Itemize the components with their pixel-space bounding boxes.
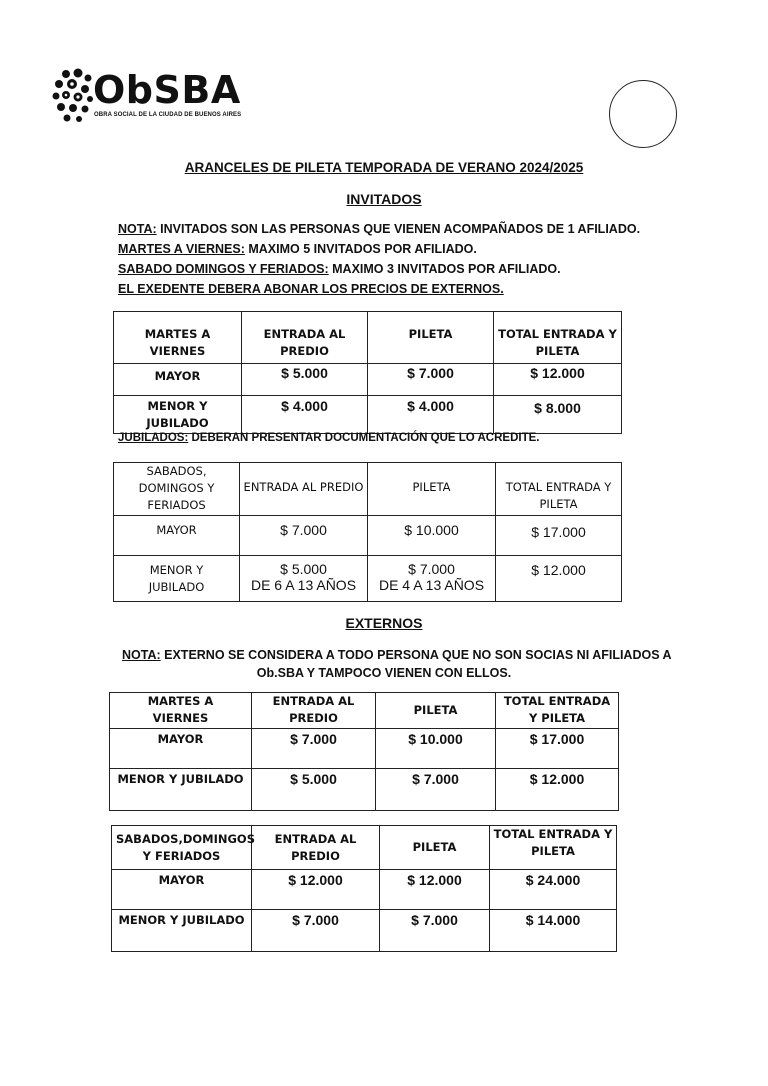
table-header-cell: SABADOS,DOMINGOS Y FERIADOS (112, 826, 252, 870)
table-row (112, 870, 617, 910)
note-line-4 (118, 282, 504, 296)
table-header-cell: TOTAL ENTRADA Y PILETA (490, 826, 617, 870)
table-cell: $ 8.000 (494, 396, 622, 434)
table-cell: MENOR Y JUBILADO (114, 556, 240, 602)
table-row (114, 516, 622, 556)
table-row (112, 910, 617, 952)
externos-weekday-table (109, 692, 619, 811)
table-header-cell: PILETA (368, 463, 496, 516)
logo-mark-icon (52, 68, 94, 124)
note-label: JUBILADOS: (118, 432, 189, 444)
table-cell: $ 12.000 (380, 870, 490, 910)
table-header-cell: ENTRADA AL PREDIO (252, 826, 380, 870)
table-cell: MAYOR (112, 870, 252, 910)
table-header-cell: PILETA (376, 693, 496, 729)
table-header-row (112, 826, 617, 870)
invitados-weekend-table (113, 462, 622, 602)
table-row (114, 364, 622, 396)
table-cell: $ 17.000 (496, 729, 619, 769)
externos-note-line-1 (122, 648, 672, 662)
table-cell: $ 7.000 (252, 729, 376, 769)
logo-text: ObSBA (93, 68, 241, 112)
note-label: EL EXEDENTE DEBERA ABONAR LOS PRECIOS DE EXTERNOS. (118, 282, 504, 296)
table-cell (240, 556, 368, 602)
table-row (114, 396, 622, 434)
table-cell: $ 4.000 (368, 396, 494, 434)
externos-weekend-table (111, 825, 617, 952)
note-line-3 (118, 262, 561, 276)
table-cell: MENOR Y JUBILADO (112, 910, 252, 952)
table-header-cell: TOTAL ENTRADA Y PILETA (494, 312, 622, 364)
table-cell: $ 7.000 (376, 769, 496, 811)
note-text: MAXIMO 5 INVITADOS POR AFILIADO. (244, 242, 477, 256)
table-cell: MAYOR (114, 364, 242, 396)
table-cell: MENOR Y JUBILADO (114, 396, 242, 434)
note-label: MARTES A VIERNES: (118, 242, 245, 256)
note-text: DEBERAN PRESENTAR DOCUMENTACIÓN QUE LO ACREDITE. (188, 432, 540, 444)
note-line-2 (118, 242, 477, 256)
table-cell: $ 10.000 (376, 729, 496, 769)
table-header-cell: TOTAL ENTRADA Y PILETA (496, 693, 619, 729)
table-header-cell: SABADOS, DOMINGOS Y FERIADOS (114, 463, 240, 516)
note-text: INVITADOS SON LAS PERSONAS QUE VIENEN ACOMPAÑADOS DE 1 AFILIADO. (156, 222, 641, 236)
jubilados-note (118, 432, 539, 444)
table-cell: $ 12.000 (496, 769, 619, 811)
table-cell: MAYOR (114, 516, 240, 556)
table-header-row (114, 463, 622, 516)
stamp-circle (609, 80, 677, 148)
note-text: MAXIMO 3 INVITADOS POR AFILIADO. (328, 262, 561, 276)
table-row (110, 769, 619, 811)
price-value: $ 5.000 (280, 561, 327, 577)
table-cell: $ 5.000 (252, 769, 376, 811)
table-cell: $ 24.000 (490, 870, 617, 910)
table-cell: $ 7.000 (368, 364, 494, 396)
table-header-row (114, 312, 622, 364)
table-cell: MAYOR (110, 729, 252, 769)
table-cell: $ 17.000 (496, 516, 622, 556)
table-cell: $ 7.000 (240, 516, 368, 556)
table-row (110, 729, 619, 769)
table-cell: $ 10.000 (368, 516, 496, 556)
age-range: DE 4 A 13 AÑOS (378, 577, 485, 593)
table-header-row (110, 693, 619, 729)
note-label: NOTA: (118, 222, 157, 236)
table-cell: $ 14.000 (490, 910, 617, 952)
table-header-cell: MARTES A VIERNES (110, 693, 252, 729)
table-header-cell: ENTRADA AL PREDIO (242, 312, 368, 364)
invitados-heading: INVITADOS (346, 191, 422, 207)
table-header-cell: PILETA (380, 826, 490, 870)
table-header-cell: TOTAL ENTRADA Y PILETA (496, 463, 622, 516)
note-line-1 (118, 222, 640, 236)
externos-heading: EXTERNOS (345, 615, 423, 631)
age-range: DE 6 A 13 AÑOS (250, 577, 357, 593)
logo-subtitle: OBRA SOCIAL DE LA CIUDAD DE BUENOS AIRES (94, 112, 242, 118)
note-label: NOTA: (122, 648, 161, 662)
externos-note-line-2: Ob.SBA Y TAMPOCO VIENEN CON ELLOS. (256, 666, 512, 680)
table-header-cell: MARTES A VIERNES (114, 312, 242, 364)
table-cell: $ 12.000 (496, 556, 622, 602)
table-header-cell: ENTRADA AL PREDIO (252, 693, 376, 729)
invitados-weekday-table (113, 311, 622, 434)
table-cell: $ 4.000 (242, 396, 368, 434)
note-label: SABADO DOMINGOS Y FERIADOS: (118, 262, 329, 276)
page-title: ARANCELES DE PILETA TEMPORADA DE VERANO 2024/2025 (184, 160, 584, 175)
table-cell: $ 7.000 (252, 910, 380, 952)
table-cell: $ 7.000 (380, 910, 490, 952)
table-cell: $ 12.000 (494, 364, 622, 396)
table-header-cell: ENTRADA AL PREDIO (240, 463, 368, 516)
table-header-cell: PILETA (368, 312, 494, 364)
table-row (114, 556, 622, 602)
note-text: EXTERNO SE CONSIDERA A TODO PERSONA QUE NO SON SOCIAS NI AFILIADOS A (160, 648, 672, 662)
table-cell: $ 5.000 (242, 364, 368, 396)
table-cell (368, 556, 496, 602)
table-cell: MENOR Y JUBILADO (110, 769, 252, 811)
price-value: $ 7.000 (408, 561, 455, 577)
table-cell: $ 12.000 (252, 870, 380, 910)
